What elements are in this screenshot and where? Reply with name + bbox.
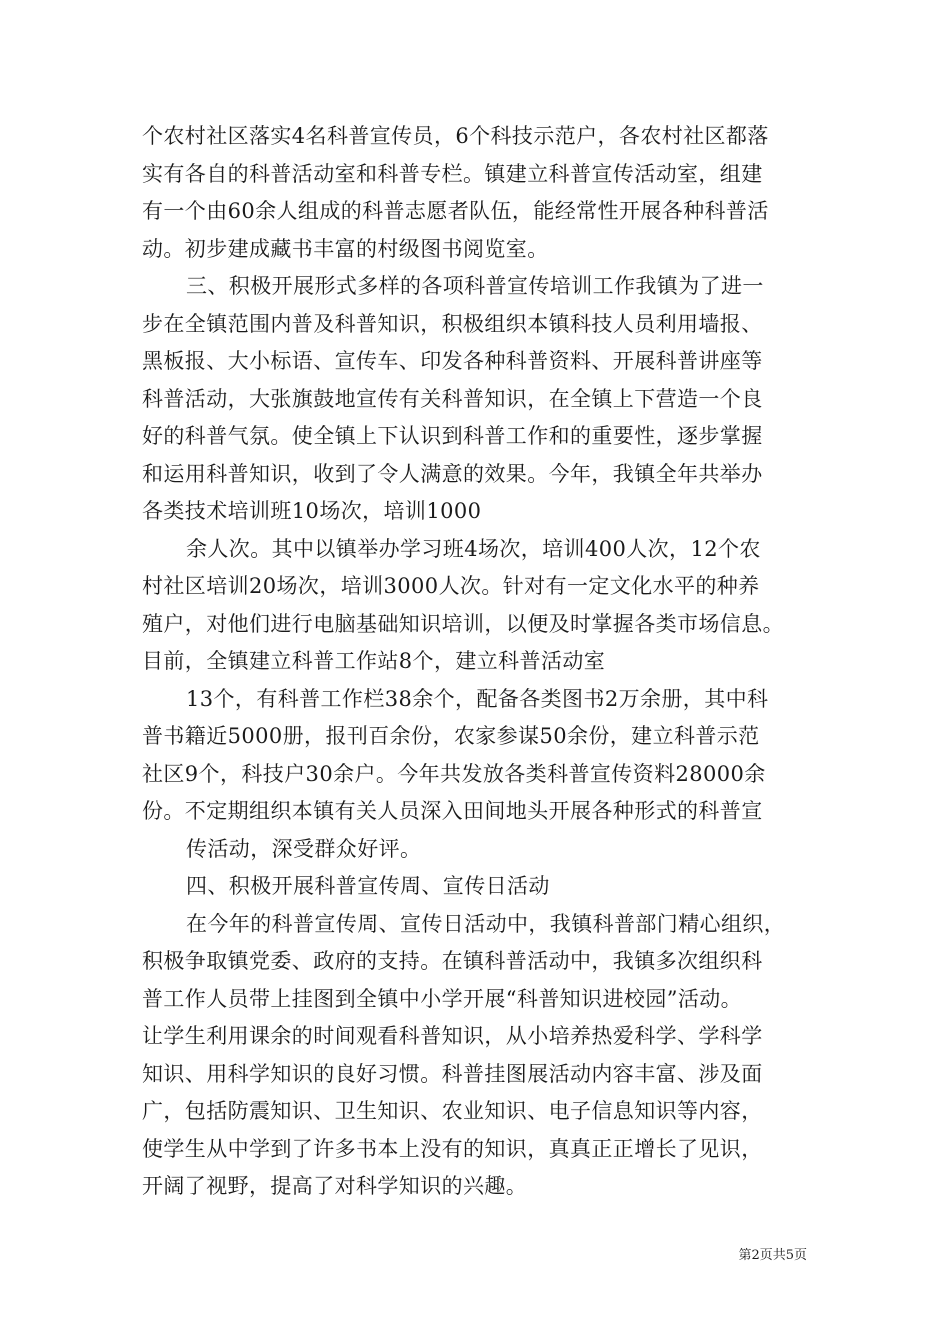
text-line: 余人次。其中以镇举办学习班4场次，培训400人次，12个农 xyxy=(186,536,761,561)
text-line: 黑板报、大小标语、宣传车、印发各种科普资料、开展科普讲座等 xyxy=(142,349,763,373)
text-line: 科普活动，大张旗鼓地宣传有关科普知识，在全镇上下营造一个良 xyxy=(142,386,763,411)
body-text xyxy=(142,118,832,1206)
text-line: 社区9个，科技户30余户。今年共发放各类科普宣传资料28000余 xyxy=(142,761,766,786)
text-line: 积极争取镇党委、政府的支持。在镇科普活动中，我镇多次组织科 xyxy=(142,949,763,973)
text-line: 普书籍近5000册，报刊百余份，农家参谋50余份，建立科普示范 xyxy=(142,724,760,748)
text-line: 动。初步建成藏书丰富的村级图书阅览室。 xyxy=(142,236,549,261)
text-line: 殖户，对他们进行电脑基础知识培训，以便及时掌握各类市场信息。 xyxy=(142,611,784,636)
text-line: 普工作人员带上挂图到全镇中小学开展“科普知识进校园”活动。 xyxy=(142,986,743,1011)
text-line: 知识、用科学知识的良好习惯。科普挂图展活动内容丰富、涉及面 xyxy=(142,1061,763,1086)
text-line: 传活动，深受群众好评。 xyxy=(186,836,422,861)
text-line: 开阔了视野，提高了对科学知识的兴趣。 xyxy=(142,1174,528,1198)
section-heading-line: 三、积极开展形式多样的各项科普宣传培训工作我镇为了进一 xyxy=(186,274,764,298)
text-line: 让学生利用课余的时间观看科普知识，从小培养热爱科学、学科学 xyxy=(142,1024,763,1048)
text-line: 和运用科普知识，收到了令人满意的效果。今年，我镇全年共举办 xyxy=(142,461,763,486)
text-line: 有一个由60余人组成的科普志愿者队伍，能经常性开展各种科普活 xyxy=(142,199,769,223)
text-line: 目前，全镇建立科普工作站8个，建立科普活动室 xyxy=(142,649,606,673)
text-line: 使学生从中学到了许多书本上没有的知识，真真正正增长了见识， xyxy=(142,1136,763,1161)
text-line: 各类技术培训班10场次，培训1000 xyxy=(142,499,482,523)
text-line: 份。不定期组织本镇有关人员深入田间地头开展各种形式的科普宣 xyxy=(142,799,763,823)
section-heading-line: 四、积极开展科普宣传周、宣传日活动 xyxy=(186,874,550,898)
text-line: 村社区培训20场次，培训3000人次。针对有一定文化水平的种养 xyxy=(142,574,760,598)
text-line: 在今年的科普宣传周、宣传日活动中，我镇科普部门精心组织， xyxy=(186,911,786,936)
text-line: 广，包括防震知识、卫生知识、农业知识、电子信息知识等内容， xyxy=(142,1099,763,1123)
text-line: 13个，有科普工作栏38余个，配备各类图书2万余册，其中科 xyxy=(186,686,769,711)
text-line: 好的科普气氛。使全镇上下认识到科普工作和的重要性，逐步掌握 xyxy=(142,424,763,448)
text-line: 实有各自的科普活动室和科普专栏。镇建立科普宣传活动室，组建 xyxy=(142,161,763,186)
page-number: 第2页共5页 xyxy=(738,1248,807,1263)
text-line: 个农村社区落实4名科普宣传员，6个科技示范户，各农村社区都落 xyxy=(142,124,769,148)
text-line: 步在全镇范围内普及科普知识，积极组织本镇科技人员利用墙报、 xyxy=(142,311,763,336)
